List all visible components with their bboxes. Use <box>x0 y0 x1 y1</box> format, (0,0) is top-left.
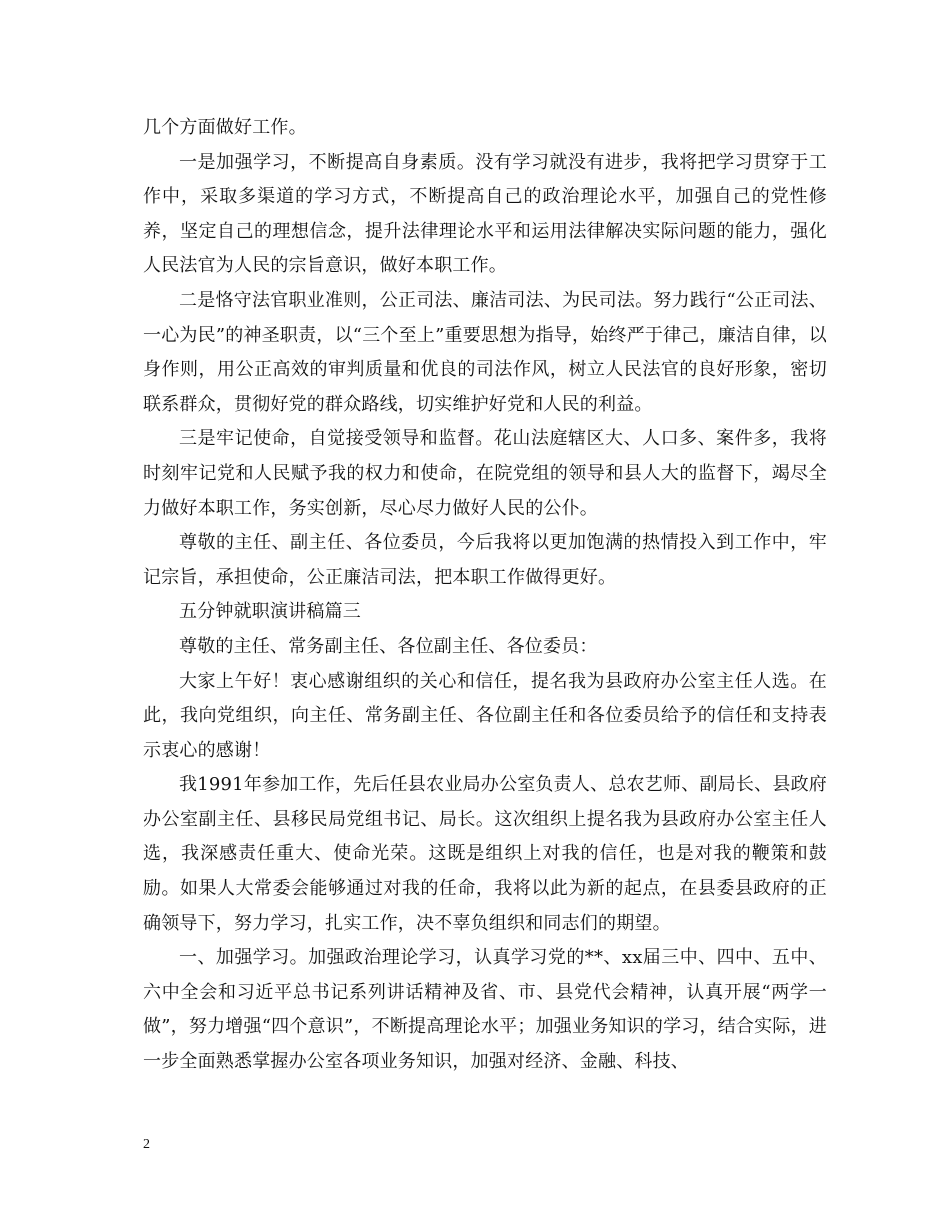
section-heading: 五分钟就职演讲稿篇三 <box>179 601 361 623</box>
paragraph: 一是加强学习，不断提高自身素质。没有学习就没有进步，我将把学习贯穿于工作中，采取多渠道的学习方式，不断提高自己的政治理论水平，加强自己的党性修养，坚定自己的理想信念，提升法律理论水平和运用法律解决实际问题的能力，强化人民法官为人民的宗旨意识，做好本职工作。 <box>143 151 827 277</box>
paragraph: 二是恪守法官职业准则，公正司法、廉洁司法、为民司法。努力践行“公正司法、一心为民”的神圣职责，以“三个至上”重要思想为指导，始终严于律己，廉洁自律，以身作则，用公正高效的审判质量和优良的司法作风，树立人民法官的良好形象，密切联系群众，贯彻好党的群众路线，切实维护好党和人民的利益。 <box>143 289 827 415</box>
document-body <box>143 111 827 1080</box>
paragraph: 一、加强学习。加强政治理论学习，认真学习党的**、xx届三中、四中、五中、六中全会和习近平总书记系列讲话精神及省、市、县党代会精神，认真开展“两学一做”，努力增强“四个意识”，不断提高理论水平；加强业务知识的学习，结合实际，进一步全面熟悉掌握办公室各项业务知识，加强对经济、金融、科技、 <box>143 947 827 1073</box>
paragraph: 大家上午好！衷心感谢组织的关心和信任，提名我为县政府办公室主任人选。在此，我向党组织，向主任、常务副主任、各位副主任和各位委员给予的信任和支持表示衷心的感谢！ <box>143 670 827 761</box>
paragraph: 尊敬的主任、副主任、各位委员，今后我将以更加饱满的热情投入到工作中，牢记宗旨，承担使命，公正廉洁司法，把本职工作做得更好。 <box>143 532 827 588</box>
paragraph: 三是牢记使命，自觉接受领导和监督。花山法庭辖区大、人口多、案件多，我将时刻牢记党和人民赋予我的权力和使命，在院党组的领导和县人大的监督下，竭尽全力做好本职工作，务实创新，尽心尽力做好人民的公仆。 <box>143 428 827 519</box>
paragraph: 几个方面做好工作。 <box>143 117 307 138</box>
salutation: 尊敬的主任、常务副主任、各位副主任、各位委员： <box>179 635 598 657</box>
page-number: 2 <box>143 1137 150 1152</box>
paragraph: 我1991年参加工作，先后任县农业局办公室负责人、总农艺师、副局长、县政府办公室副主任、县移民局党组书记、局长。这次组织上提名我为县政府办公室主任人选，我深感责任重大、使命光荣。这既是组织上对我的信任，也是对我的鞭策和鼓励。如果人大常委会能够通过对我的任命，我将以此为新的起点，在县委县政府的正确领导下，努力学习，扎实工作，决不辜负组织和同志们的期望。 <box>143 774 827 934</box>
